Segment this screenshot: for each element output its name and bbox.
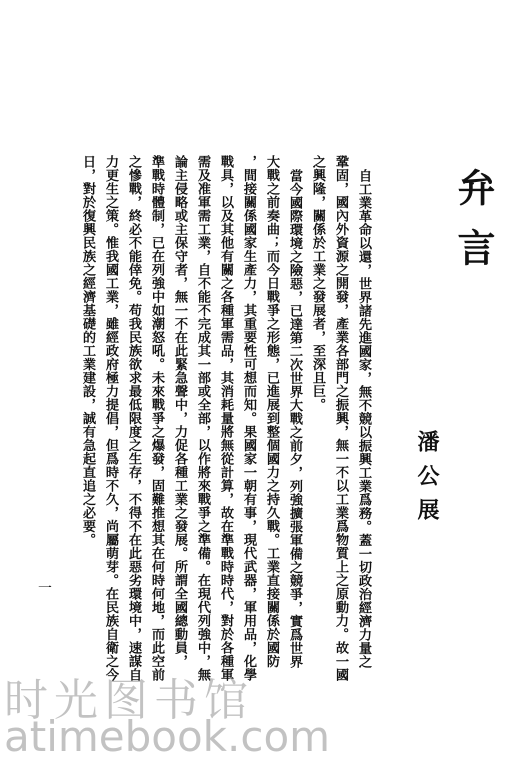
page-title: 弁言: [451, 168, 496, 288]
watermark-url: atimebook.com: [4, 712, 331, 761]
body-text: [42, 155, 372, 682]
text-column: 自工業革命以還，世界諸先進國家，無不競以振興工業爲務。蓋一切政治經濟力量之: [356, 169, 371, 669]
text-column: ，間接關係國家生產力，其重要性可想而知。果國家一朝有事，現代武器，軍用品，化學: [241, 155, 256, 682]
text-column: 當今國際環境之險惡，已達第二次世界大戰之前夕，列強擴張軍備之競爭，實爲世界: [287, 169, 302, 669]
text-column: 之興隆，關係於工業之發展者，至深且巨。: [310, 155, 325, 412]
text-column: 鞏固，國內外資源之開發，產業各部門之振興，無一不以工業爲物質上之原動力。故一國: [333, 155, 348, 682]
text-column: 需及准軍需工業，自不能不完成其一部或全部，以作將來戰爭之準備。在現代列強中，無: [195, 155, 210, 682]
text-column: 準戰時體制，已在列強中如潮怒吼。未來戰爭之爆發，固難推想其在何時何地，而此空前: [149, 155, 164, 682]
text-column: 之慘戰，終必不能倖免。苟我民族欲求最低限度之生存，不得不在此惡劣環境中，速謀自: [126, 155, 141, 682]
author-name: 潘公展: [414, 430, 440, 532]
text-column: 力更生之策。惟我國工業，雖經政府極力提倡，但爲時不久，尚屬萌芽。在民族自衛之今: [103, 155, 118, 682]
text-column: 日，對於復興民族之經濟基礎的工業建設，誠有急起直追之必要。: [80, 155, 95, 547]
page-number: 一: [38, 581, 52, 597]
text-column: 大戰之前奏曲；而今日戰爭之形態，已進展到整個國力之持久戰。工業直接關係於國防: [264, 155, 279, 668]
watermark-text: 时光图书馆: [4, 675, 254, 726]
text-column: 戰具，以及其他有關之各種軍需品，其消耗量將無從計算，故在準戰時時代，對於各種軍: [218, 155, 233, 682]
text-column: 論主侵略或主保守者，無一不在此緊急聲中，力促各種工業之發展。所謂全國總動員，: [172, 155, 187, 668]
